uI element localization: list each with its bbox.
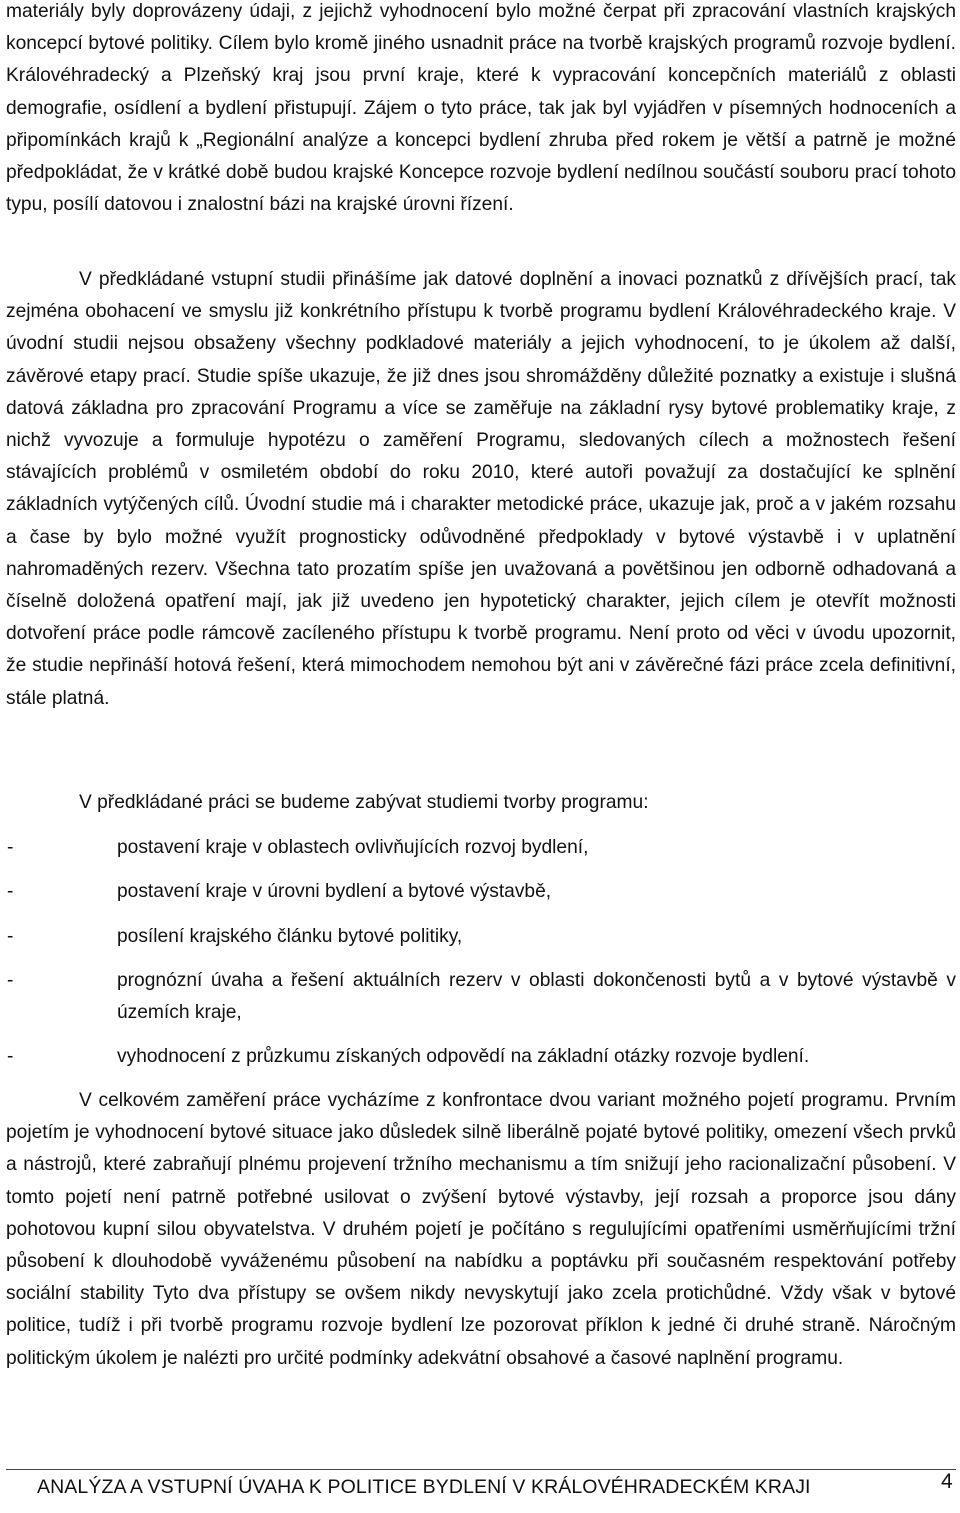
list-item	[6, 832, 956, 864]
list-item-text: postavení kraje v oblastech ovlivňujících rozvoj bydlení,	[117, 837, 589, 858]
list-bullet: -	[7, 1046, 14, 1067]
list-bullet: -	[7, 970, 14, 991]
list-item-text: posílení krajského článku bytové politiky,	[117, 926, 463, 947]
body-paragraph: V celkovém zaměření práce vycházíme z konfrontace dvou variant možného pojetí programu. Prvním pojetím je vyhodnocení bytové situace jako důsledek silně liberálně pojaté bytové politiky, omezení všech prvků a nástrojů, které zabraňují plnému projevení tržního mechanismu a tím snižují jeho racionalizační působení. V tomto pojetí není patrně potřebné usilovat o zvýšení bytové výstavby, její rozsah a proporce jsou dány pohotovou kupní silou obyvatelstva. V druhém pojetí je počítáno s regulujícími opatřeními usměrňujícími tržní působení k dlouhodobě vyváženému působení na nabídku a poptávku při současném respektování potřeby sociální stability Tyto dva přístupy se ovšem nikdy nevyskytují jako zcela protichůdné. Vždy však v bytové politice, tudíž i při tvorbě programu rozvoje bydlení lze pozorovat příklon k jedné či druhé straně. Náročným politickým úkolem je nalézti pro určité podmínky adekvátní obsahové a časové naplnění programu.	[6, 1090, 956, 1369]
list-intro: V předkládané práci se budeme zabývat studiemi tvorby programu:	[79, 792, 649, 813]
list-item-text: prognózní úvaha a řešení aktuálních rezerv v oblasti dokončenosti bytů a v bytové výstavbě v územích kraje,	[117, 970, 956, 1024]
list-item	[6, 876, 956, 908]
list-item	[6, 1041, 956, 1073]
footer-divider	[6, 1469, 956, 1470]
list-item-text: postavení kraje v úrovni bydlení a bytové výstavbě,	[117, 881, 552, 902]
list-bullet: -	[7, 837, 14, 858]
list-item	[6, 965, 956, 1029]
list-item	[6, 921, 956, 953]
body-paragraph: V předkládané vstupní studii přinášíme jak datové doplnění a inovaci poznatků z dřívějších prací, tak zejména obohacení ve smyslu již konkrétního přístupu k tvorbě programu bydlení Královéhradeckého kraje. V úvodní studii nejsou obsaženy všechny podkladové materiály a jejich vyhodnocení, to je úkolem až další, závěrové etapy prací. Studie spíše ukazuje, že již dnes jsou shromážděny důležité poznatky a existuje i slušná datová základna pro zpracování Programu a více se zaměřuje na základní rysy bytové problematiky kraje, z nichž vyvozuje a formuluje hypotézu o zaměření Programu, sledovaných cílech a možnostech řešení stávajících problémů v osmiletém období do roku 2010, které autoři považují za dostačující ke splnění základních vytýčených cílů. Úvodní studie má i charakter metodické práce, ukazuje jak, proč a v jakém rozsahu a čase by bylo možné využít prognosticky odůvodněné předpoklady v bytové výstavbě i v uplatnění nahromaděných rezerv. Všechna tato prozatím spíše jen uvažovaná a povětšinou jen odborně odhadovaná a číselně doložená opatření mají, jak již uvedeno jen hypotetický charakter, jejich cílem je otevřít možnosti dotvoření práce podle rámcově zacíleného přístupu k tvorbě programu. Není proto od věci v úvodu upozornit, že studie nepřináší hotová řešení, která mimochodem nemohou být ani v závěrečné fázi práce zcela definitivní, stále platná.	[6, 269, 956, 709]
body-paragraph: materiály byly doprovázeny údaji, z jejichž vyhodnocení bylo možné čerpat při zpracování vlastních krajských koncepcí bytové politiky. Cílem bylo kromě jiného usnadnit práce na tvorbě krajských programů rozvoje bydlení. Královéhradecký a Plzeňský kraj jsou první kraje, které k vypracování koncepčních materiálů z oblasti demografie, osídlení a bydlení přistupují. Zájem o tyto práce, tak jak byl vyjádřen v písemných hodnoceních a připomínkách krajů k „Regionální analýze a koncepci bydlení zhruba před rokem je větší a patrně je možné předpokládat, že v krátké době budou krajské Koncepce rozvoje bydlení nedílnou součástí souboru prací tohoto typu, posílí datovou i znalostní bázi na krajské úrovni řízení.	[6, 1, 956, 216]
list-bullet: -	[7, 926, 14, 947]
page-number: 4	[941, 1470, 953, 1493]
list-item-text: vyhodnocení z průzkumu získaných odpovědí na základní otázky rozvoje bydlení.	[117, 1046, 810, 1067]
footer-title: ANALÝZA A VSTUPNÍ ÚVAHA K POLITICE BYDLENÍ V KRÁLOVÉHRADECKÉM KRAJI	[37, 1476, 811, 1498]
list-bullet: -	[7, 881, 14, 902]
